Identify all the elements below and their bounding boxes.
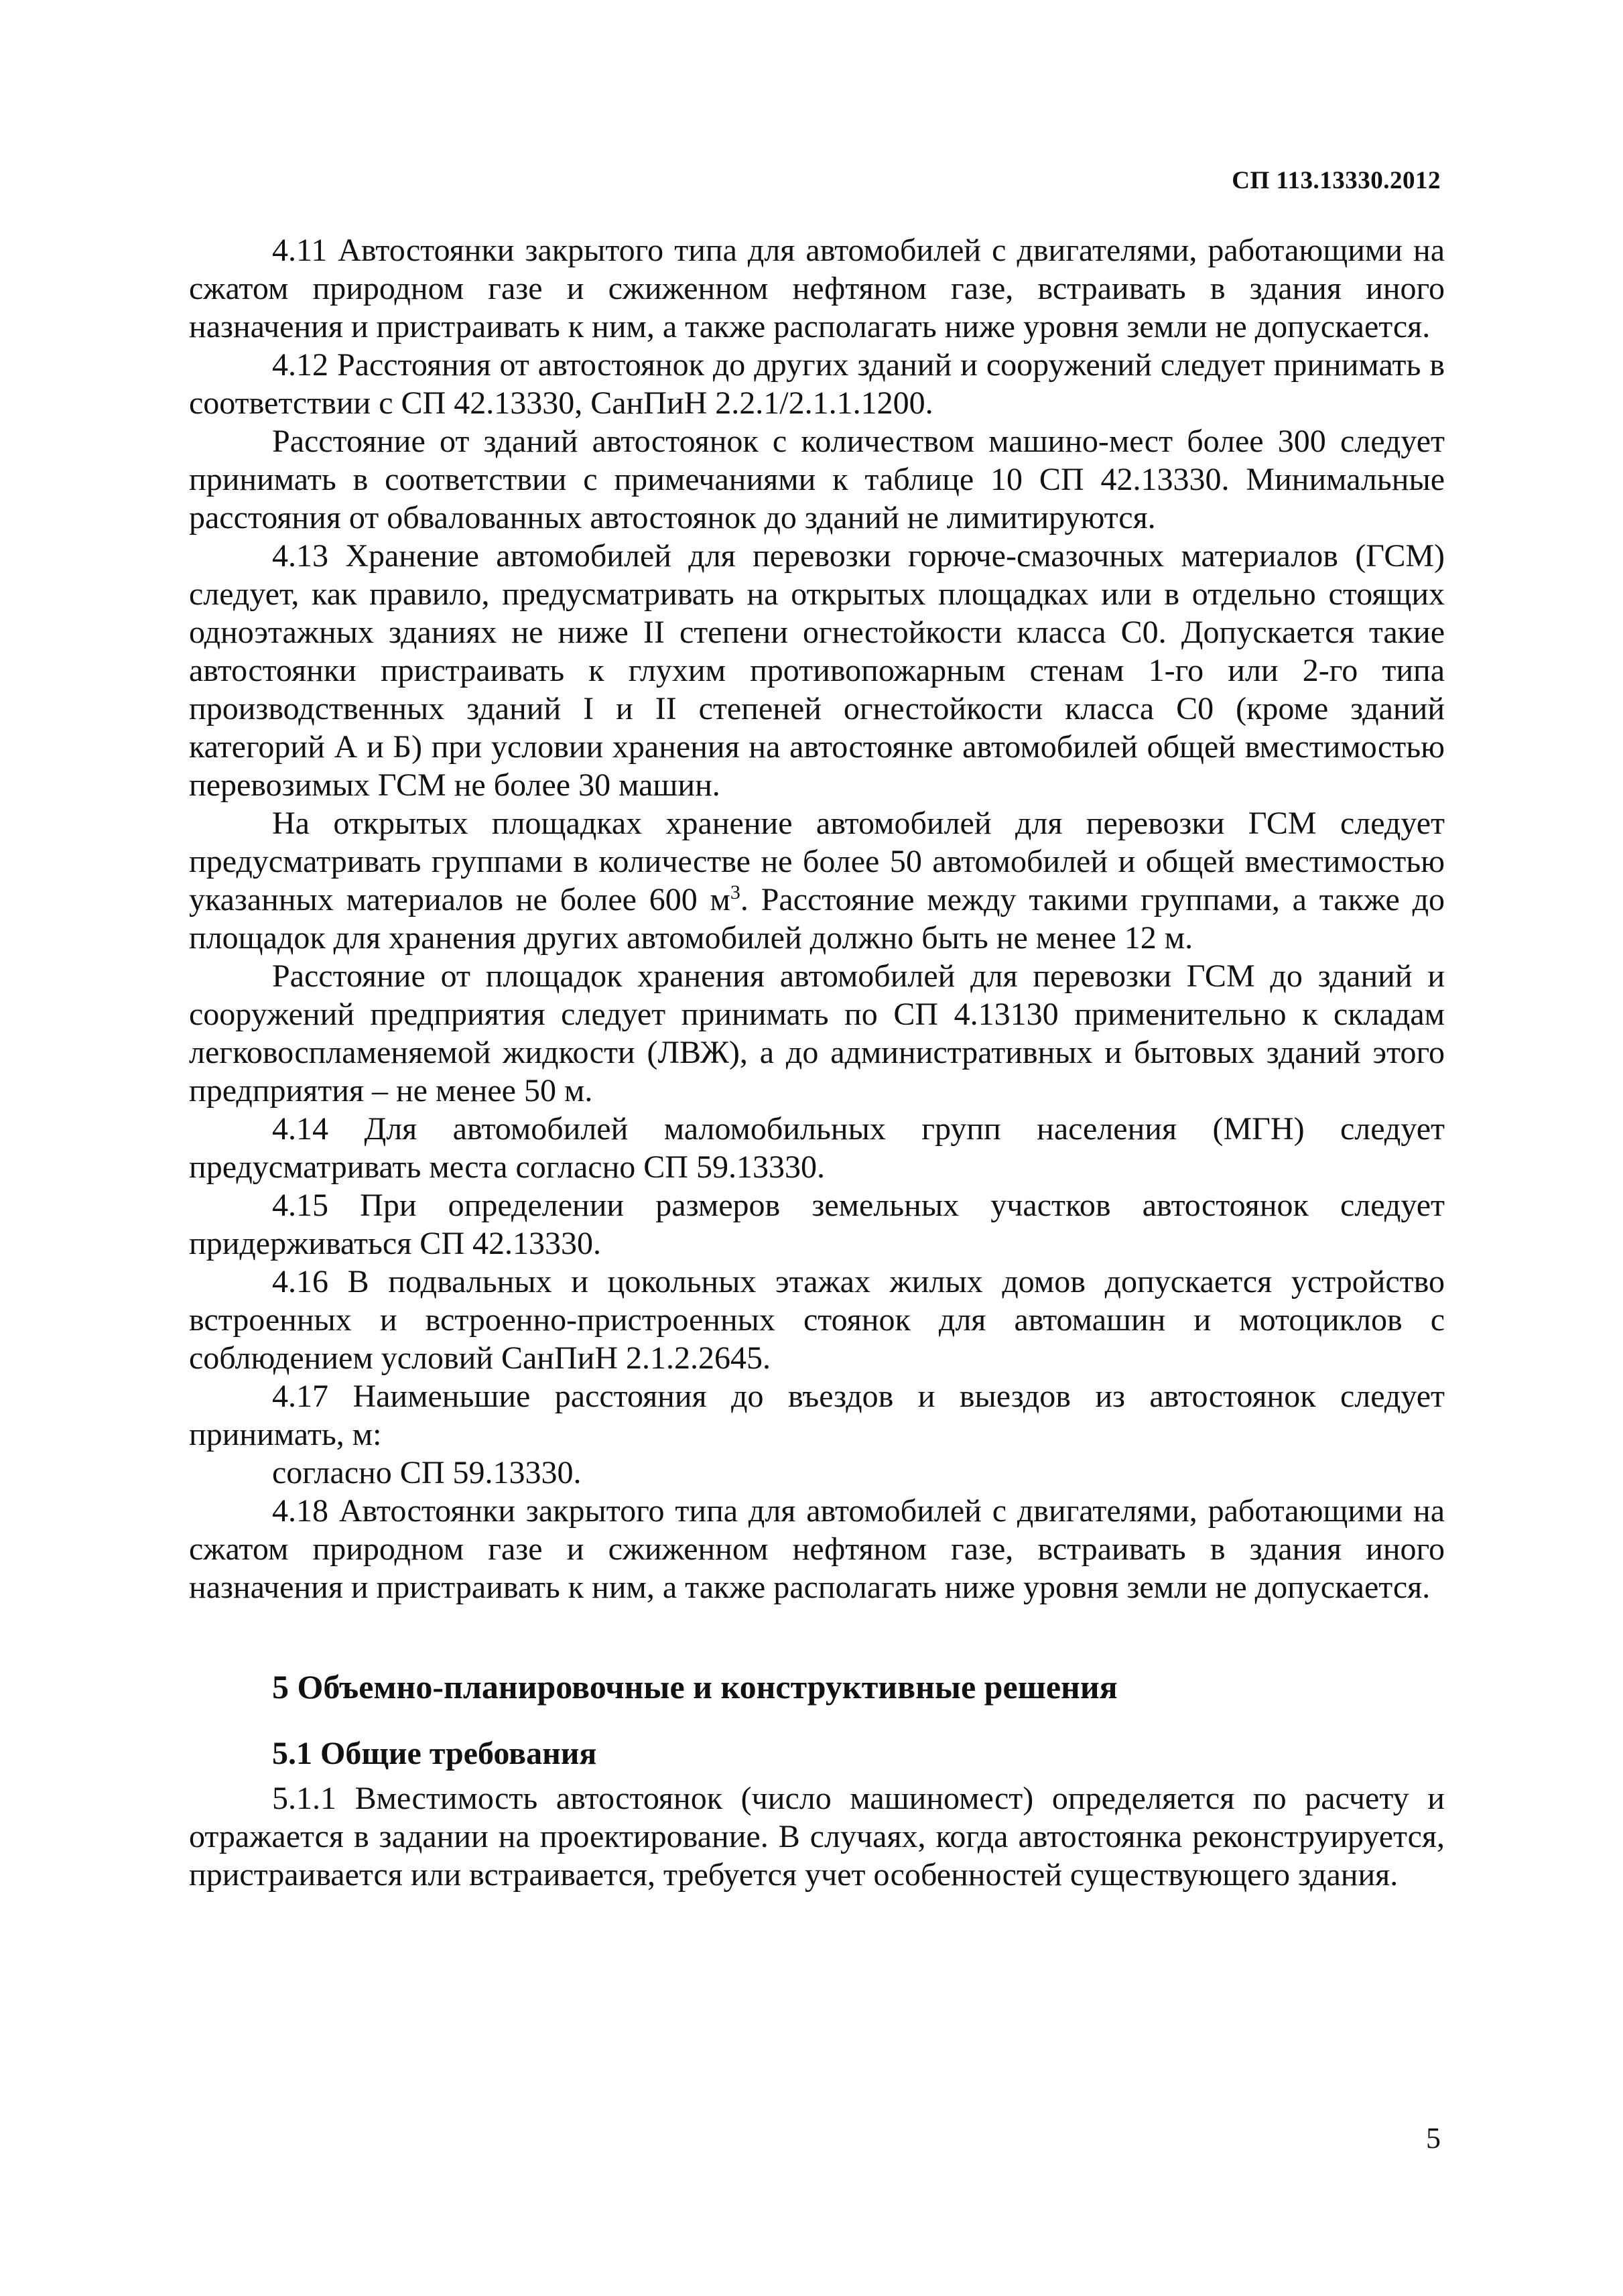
cubic-superscript: 3 (730, 881, 740, 903)
paragraph-4-11: 4.11 Автостоянки закрытого типа для автомобилей с двигателями, работающими на сжатом природном газе и сжиженном нефтяном газе, встраивать в здания иного назначения и пристраивать к ним, а также располагать ниже уровня земли не допускается. (189, 233, 1445, 344)
page-number: 5 (1426, 2122, 1441, 2155)
section-5-1-heading: 5.1 Общие требования (272, 1736, 597, 1771)
document-body (189, 231, 1445, 1894)
paragraph-4-13-open-sites-text-a: На открытых площадках хранение автомобилей для перевозки ГСМ следует предусматривать группами в количестве не более 50 автомобилей и общей вместимостью указанных материалов не более 600 м (189, 806, 1445, 917)
paragraph-4-12-distance: Расстояние от зданий автостоянок с количеством машино-мест более 300 следует принимать в соответствии с примечаниями к таблице 10 СП 42.13330. Минимальные расстояния от обвалованных автостоянок до зданий не лимитируются. (189, 424, 1445, 535)
paragraph-4-13-open-sites (189, 804, 1445, 957)
paragraph-4-13: 4.13 Хранение автомобилей для перевозки горюче-смазочных материалов (ГСМ) следует, как правило, предусматривать на открытых площадках или в отдельно стоящих одноэтажных зданиях не ниже II степени огнестойкости класса С0. Допускается такие автостоянки пристраивать к глухим противопожарным стенам 1-го или 2-го типа производственных зданий I и II степеней огнестойкости класса С0 (кроме зданий категорий А и Б) при условии хранения на автостоянке автомобилей общей вместимостью перевозимых ГСМ не более 30 машин. (189, 538, 1445, 803)
paragraph-4-13-gsm-distance: Расстояние от площадок хранения автомобилей для перевозки ГСМ до зданий и сооружений предприятия следует принимать по СП 4.13130 применительно к складам легковоспламеняемой жидкости (ЛВЖ), а до административных и бытовых зданий этого предприятия – не менее 50 м. (189, 958, 1445, 1108)
paragraph-4-15: 4.15 При определении размеров земельных участков автостоянок следует придерживаться СП 42.13330. (189, 1188, 1445, 1261)
paragraph-4-12: 4.12 Расстояния от автостоянок до других зданий и сооружений следует принимать в соответствии с СП 42.13330, СанПиН 2.2.1/2.1.1.1200. (189, 347, 1445, 421)
paragraph-5-1-1: 5.1.1 Вместимость автостоянок (число машиномест) определяется по расчету и отражается в задании на проектирование. В случаях, когда автостоянка реконструируется, пристраивается или встраивается, требуется учет особенностей существующего здания. (189, 1781, 1445, 1893)
paragraph-4-17-ref: согласно СП 59.13330. (272, 1455, 582, 1490)
paragraph-4-17: 4.17 Наименьшие расстояния до въездов и выездов из автостоянок следует принимать, м: (189, 1379, 1445, 1452)
paragraph-4-16: 4.16 В подвальных и цокольных этажах жилых домов допускается устройство встроенных и встроенно-пристроенных стоянок для автомашин и мотоциклов с соблюдением условий СанПиН 2.1.2.2645. (189, 1264, 1445, 1376)
paragraph-4-18: 4.18 Автостоянки закрытого типа для автомобилей с двигателями, работающими на сжатом природном газе и сжиженном нефтяном газе, встраивать в здания иного назначения и пристраивать к ним, а также располагать ниже уровня земли не допускается. (189, 1493, 1445, 1605)
section-5-heading: 5 Объемно-планировочные и конструктивные решения (272, 1668, 1118, 1706)
document-code-header: СП 113.13330.2012 (1232, 167, 1441, 194)
paragraph-4-14: 4.14 Для автомобилей маломобильных групп населения (МГН) следует предусматривать места согласно СП 59.13330. (189, 1111, 1445, 1185)
paragraph-4-13-open-sites-text-b: . Расстояние между такими группами, а также до площадок для хранения других автомобилей должно быть не менее 12 м. (189, 882, 1445, 956)
